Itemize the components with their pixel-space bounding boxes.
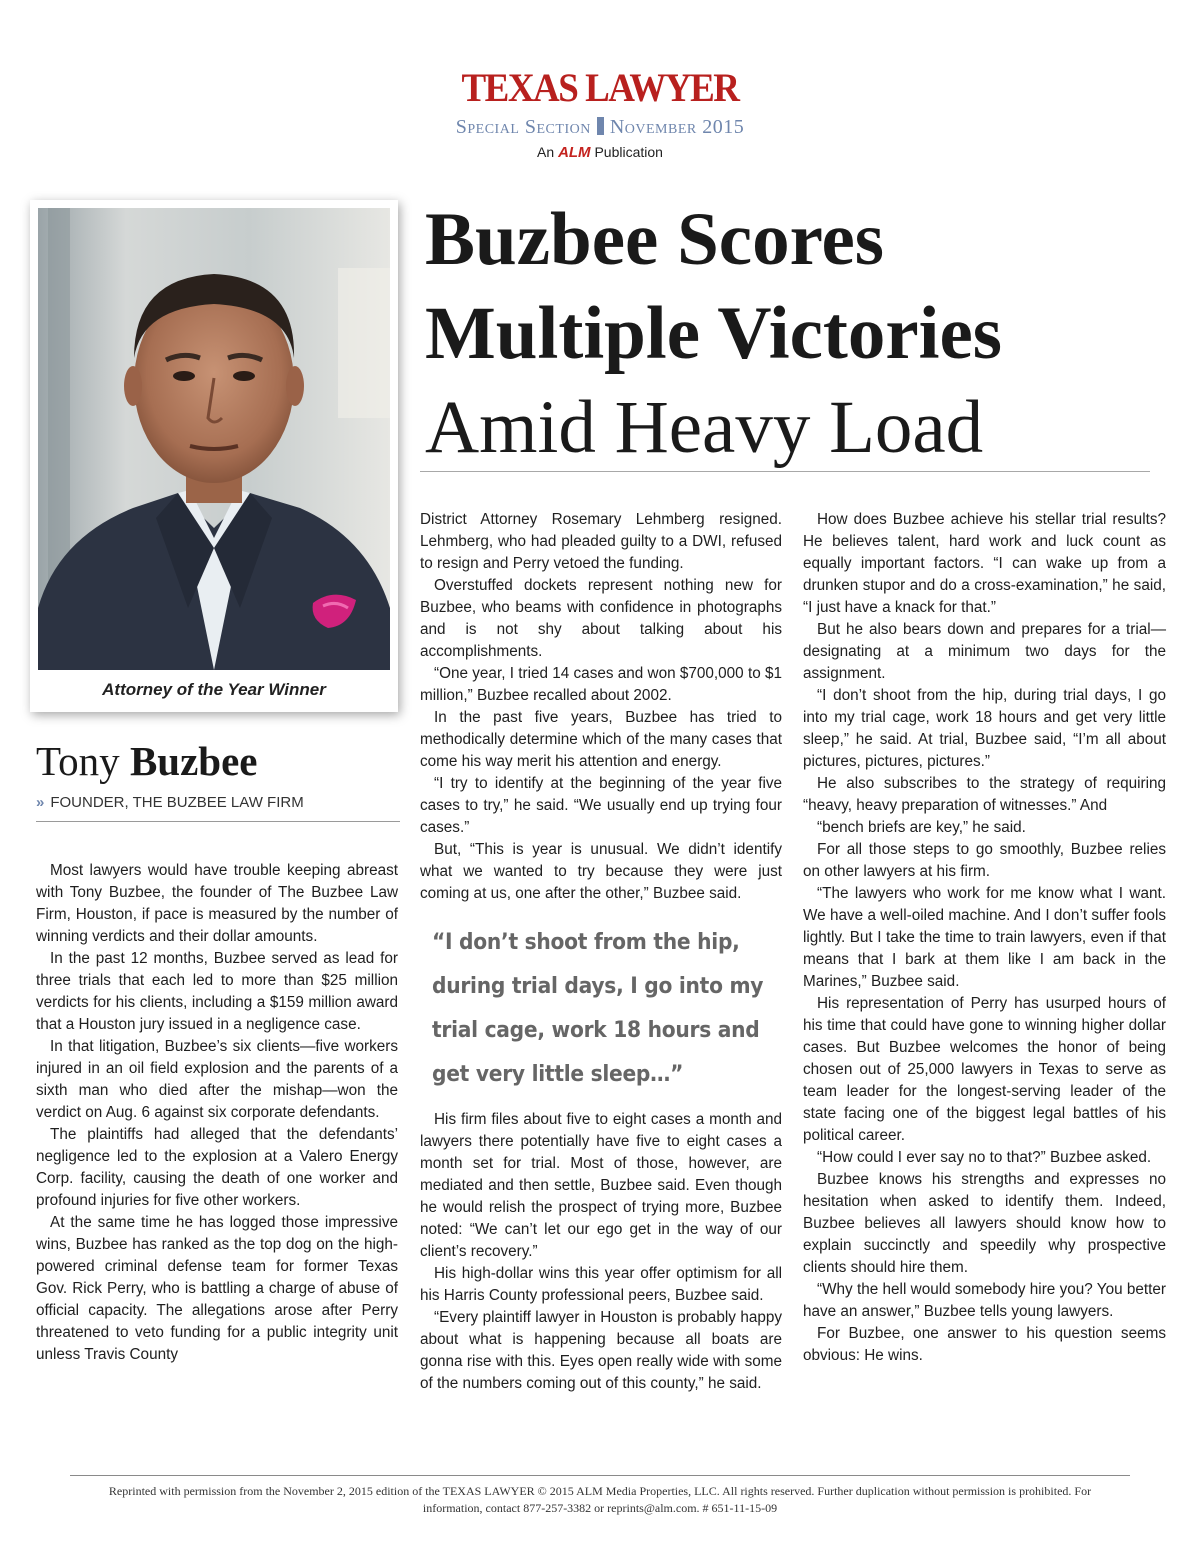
paragraph: His representation of Perry has usurped hours of his time that could have gone to winning higher dollar cases. But Buzbee welcomes the honor of being chosen out of 25,000 lawyers in Texas to serve as team leader for the longest-serving leader of the state facing one of the biggest legal battles of his political career. (803, 995, 1166, 1144)
double-chevron-icon: » (36, 794, 45, 811)
firm-title: FOUNDER, THE BUZBEE LAW FIRM (50, 794, 304, 811)
pull-quote: “I don’t shoot from the hip, during trial days, I go into my trial cage, work 18 hours and get very little sleep…” (432, 930, 764, 1087)
paragraph: “Every plaintiff lawyer in Houston is probably happy about what is happening because all boats are gonna rise with this. Eyes open really wide with some of the numbers coming out of this county,” he said. (420, 1309, 782, 1392)
publication-logo: TEXAS LAWYER (461, 66, 739, 111)
byline-last-name: Buzbee (129, 738, 258, 784)
paragraph: “One year, I tried 14 cases and won $700,000 to $1 million,” Buzbee recalled about 2002. (420, 665, 782, 704)
section-label: Special Section (455, 116, 591, 138)
paragraph: “bench briefs are key,” he said. (817, 819, 1026, 836)
headline-divider (420, 471, 1150, 472)
photo-card (30, 200, 398, 712)
paragraph: “Why the hell would somebody hire you? You better have an answer,” Buzbee tells young lawyers. (803, 1281, 1166, 1320)
paragraph: In the past five years, Buzbee has tried to methodically determine which of the many cases that come his way merit his attention and energy. (420, 709, 782, 770)
paragraph: “I try to identify at the beginning of the year five cases to try,” he said. “We usually end up trying four cases.” (420, 775, 782, 836)
alm-logo: ALM (558, 144, 591, 161)
paragraph: In that litigation, Buzbee’s six clients—five workers injured in an oil field explosion and the parents of a sixth man who died after the mishap—won the verdict on Aug. 6 against six corporate defendants. (36, 1038, 398, 1121)
article-column-3 (803, 509, 1166, 1367)
paragraph: Overstuffed dockets represent nothing new for Buzbee, who beams with confidence in photographs and is not shy about talking about his accomplishments. (420, 577, 782, 660)
paragraph: “The lawyers who work for me know what I want. We have a well-oiled machine. And I don’t suffer fools lightly. But I take the time to train lawyers, even if that means that I bark at them like I am back in the Marines,” Buzbee said. (803, 885, 1166, 990)
paragraph: For all those steps to go smoothly, Buzbee relies on other lawyers at his firm. (803, 841, 1166, 880)
divider-bar (597, 117, 604, 135)
headline-line-2: Multiple Victories (425, 292, 1002, 375)
article-column-1 (36, 860, 398, 1366)
photo-caption: Attorney of the Year Winner (102, 680, 326, 699)
paragraph: But, “This is year is unusual. We didn’t identify what we wanted to try because they were just coming at us, one after the other,” Buzbee said. (420, 841, 782, 902)
pub-suffix: Publication (594, 144, 663, 160)
headline-line-1: Buzbee Scores (425, 198, 884, 281)
paragraph: Buzbee knows his strengths and expresses no hesitation when asked to identify them. Indeed, Buzbee believes all lawyers should know how to explain succinctly and speedily why prospective clients should hire them. (803, 1171, 1166, 1276)
paragraph: His firm files about five to eight cases a month and lawyers there potentially have five to eight cases a month set for trial. Most of those, however, are mediated and then settle, Buzbee said. Even though he would relish the prospect of trying more, Buzbee noted: “We can’t let our ego get in the way of our client’s recovery.” (420, 1111, 782, 1260)
paragraph: For Buzbee, one answer to his question seems obvious: He wins. (803, 1325, 1166, 1364)
byline-name (36, 737, 257, 785)
paragraph: But he also bears down and prepares for a trial—designating at a minimum two days for the assignment. (803, 621, 1166, 682)
headline-line-3: Amid Heavy Load (425, 386, 984, 469)
pub-prefix: An (537, 144, 555, 160)
paragraph: The plaintiffs had alleged that the defendants’ negligence led to the explosion at a Valero Energy Corp. facility, causing the death of one worker and profound injuries for five other workers. (36, 1126, 398, 1209)
publisher-line (0, 142, 1200, 163)
masthead (0, 68, 1200, 163)
headline (425, 193, 1165, 475)
paragraph: How does Buzbee achieve his stellar trial results? He believes talent, hard work and luck count as equally important factors. “I can wake up from a drunken stupor and do a cross-examination,” he said, “I just have a knack for that.” (803, 511, 1166, 616)
portrait-photo (38, 208, 390, 670)
paragraph: His high-dollar wins this year offer optimism for all his Harris County professional peers, Buzbee said. (420, 1265, 782, 1304)
article-column-2 (420, 509, 782, 1395)
section-line (0, 114, 1200, 140)
reprint-notice: Reprinted with permission from the November 2, 2015 edition of the TEXAS LAWYER © 2015 ALM Media Properties, LLC. All rights reserved. Further duplication without permission is prohibited. For information, contact 877-257-3382 or reprints@alm.com. # 651-11-15-09 (108, 1484, 1092, 1515)
footer-divider (70, 1475, 1130, 1476)
paragraph: “How could I ever say no to that?” Buzbee asked. (817, 1149, 1152, 1166)
byline-divider (36, 821, 400, 822)
paragraph: Most lawyers would have trouble keeping abreast with Tony Buzbee, the founder of The Buzbee Law Firm, Houston, if pace is measured by the number of winning verdicts and their dollar amounts. (36, 862, 398, 945)
byline-first-name: Tony (36, 738, 120, 784)
paragraph: District Attorney Rosemary Lehmberg resigned. Lehmberg, who had pleaded guilty to a DWI, refused to resign and Perry vetoed the funding. (420, 511, 782, 572)
paragraph: At the same time he has logged those impressive wins, Buzbee has ranked as the top dog on the high-powered criminal defense team for former Texas Gov. Rick Perry, who is battling a charge of abuse of official capacity. The allegations arose after Perry threatened to veto funding for a public integrity unit unless Travis County (36, 1214, 398, 1363)
issue-date: November 2015 (609, 116, 745, 138)
byline-firm (36, 794, 304, 811)
paragraph: “I don’t shoot from the hip, during trial days, I go into my trial cage, work 18 hours and get very little sleep,” he said. At trial, Buzbee said, “I’m all about pictures, pictures, pictures.” (803, 687, 1166, 770)
paragraph: In the past 12 months, Buzbee served as lead for three trials that each led to more than $25 million verdicts for his clients, including a $159 million award that a Houston jury issued in a negligence case. (36, 950, 398, 1033)
paragraph: He also subscribes to the strategy of requiring “heavy, heavy preparation of witnesses.” And (803, 775, 1166, 814)
